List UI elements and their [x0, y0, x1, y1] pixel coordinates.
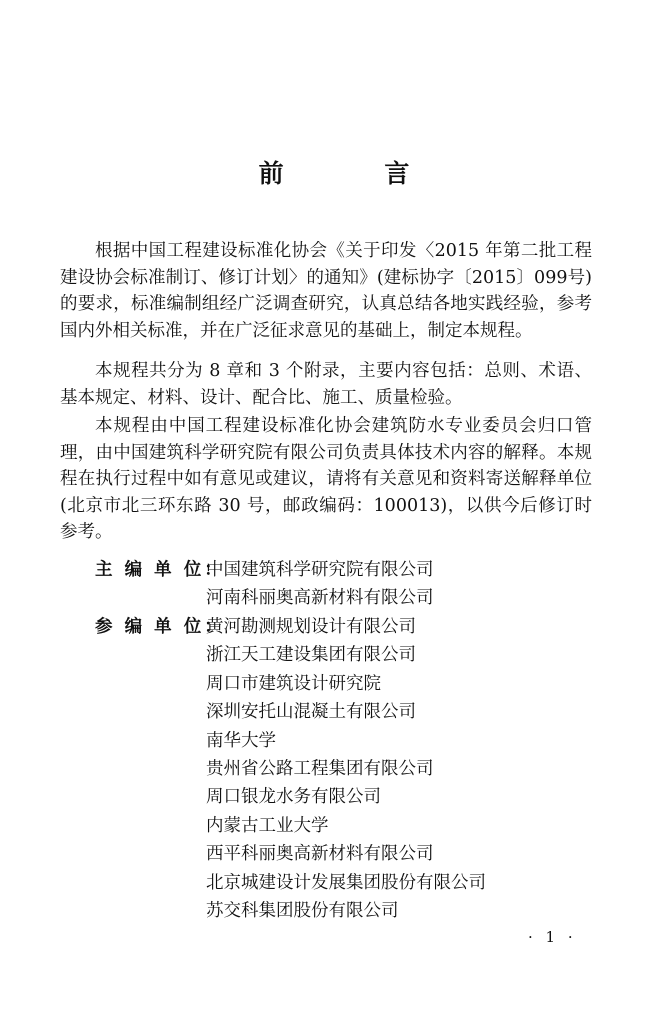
chief-editor-unit: 河南科丽奥高新材料有限公司 [206, 588, 434, 609]
page-title: 前 言 [258, 159, 456, 188]
paragraph-management: 本规程由中国工程建设标准化协会建筑防水专业委员会归口管理，由中国建筑科学研究院有限公司负责具体技术内容的解释。本规程在执行过程中如有意见或建议，请将有关意见和资料寄送解释单位(北京市北三环东路 30 号，邮政编码：100013)，以供今后修订时参考。 [60, 416, 592, 542]
co-editor-list [206, 613, 486, 925]
co-editor-unit: 南华大学 [206, 730, 276, 751]
co-editor-unit: 贵州省公路工程集团有限公司 [206, 759, 434, 780]
co-editor-unit: 苏交科集团股份有限公司 [206, 901, 399, 922]
co-editor-unit: 周口银龙水务有限公司 [206, 787, 381, 808]
chief-editor-unit: 中国建筑科学研究院有限公司 [206, 560, 434, 580]
paragraph-basis: 根据中国工程建设标准化协会《关于印发〈2015 年第二批工程建设协会标准制订、修订计划〉的通知》(建标协字〔2015〕099号)的要求，标准编制组经广泛调查研究，认真总结各地实践经验，参考国内外相关标准，并在广泛征求意见的基础上，制定本规程。 [60, 241, 592, 341]
co-editor-unit: 西平科丽奥高新材料有限公司 [206, 844, 434, 865]
co-editor-unit: 周口市建筑设计研究院 [206, 673, 381, 694]
paragraph-contents: 本规程共分为 8 章和 3 个附录，主要内容包括：总则、术语、基本规定、材料、设计、配合比、施工、质量检验。 [60, 361, 592, 408]
co-editor-unit: 北京城建设计发展集团股份有限公司 [206, 872, 486, 893]
co-editor-unit: 深圳安托山混凝土有限公司 [206, 702, 416, 723]
co-editor-unit: 内蒙古工业大学 [206, 815, 329, 836]
page-number: · 1 · [528, 928, 577, 946]
co-editor-label: 参 编 单 位： [95, 617, 225, 637]
co-editor-unit: 浙江天工建设集团有限公司 [206, 645, 416, 666]
chief-editor-list [206, 556, 434, 613]
co-editor-unit: 黄河勘测规划设计有限公司 [206, 617, 416, 637]
chief-editor-label: 主 编 单 位： [95, 560, 225, 580]
